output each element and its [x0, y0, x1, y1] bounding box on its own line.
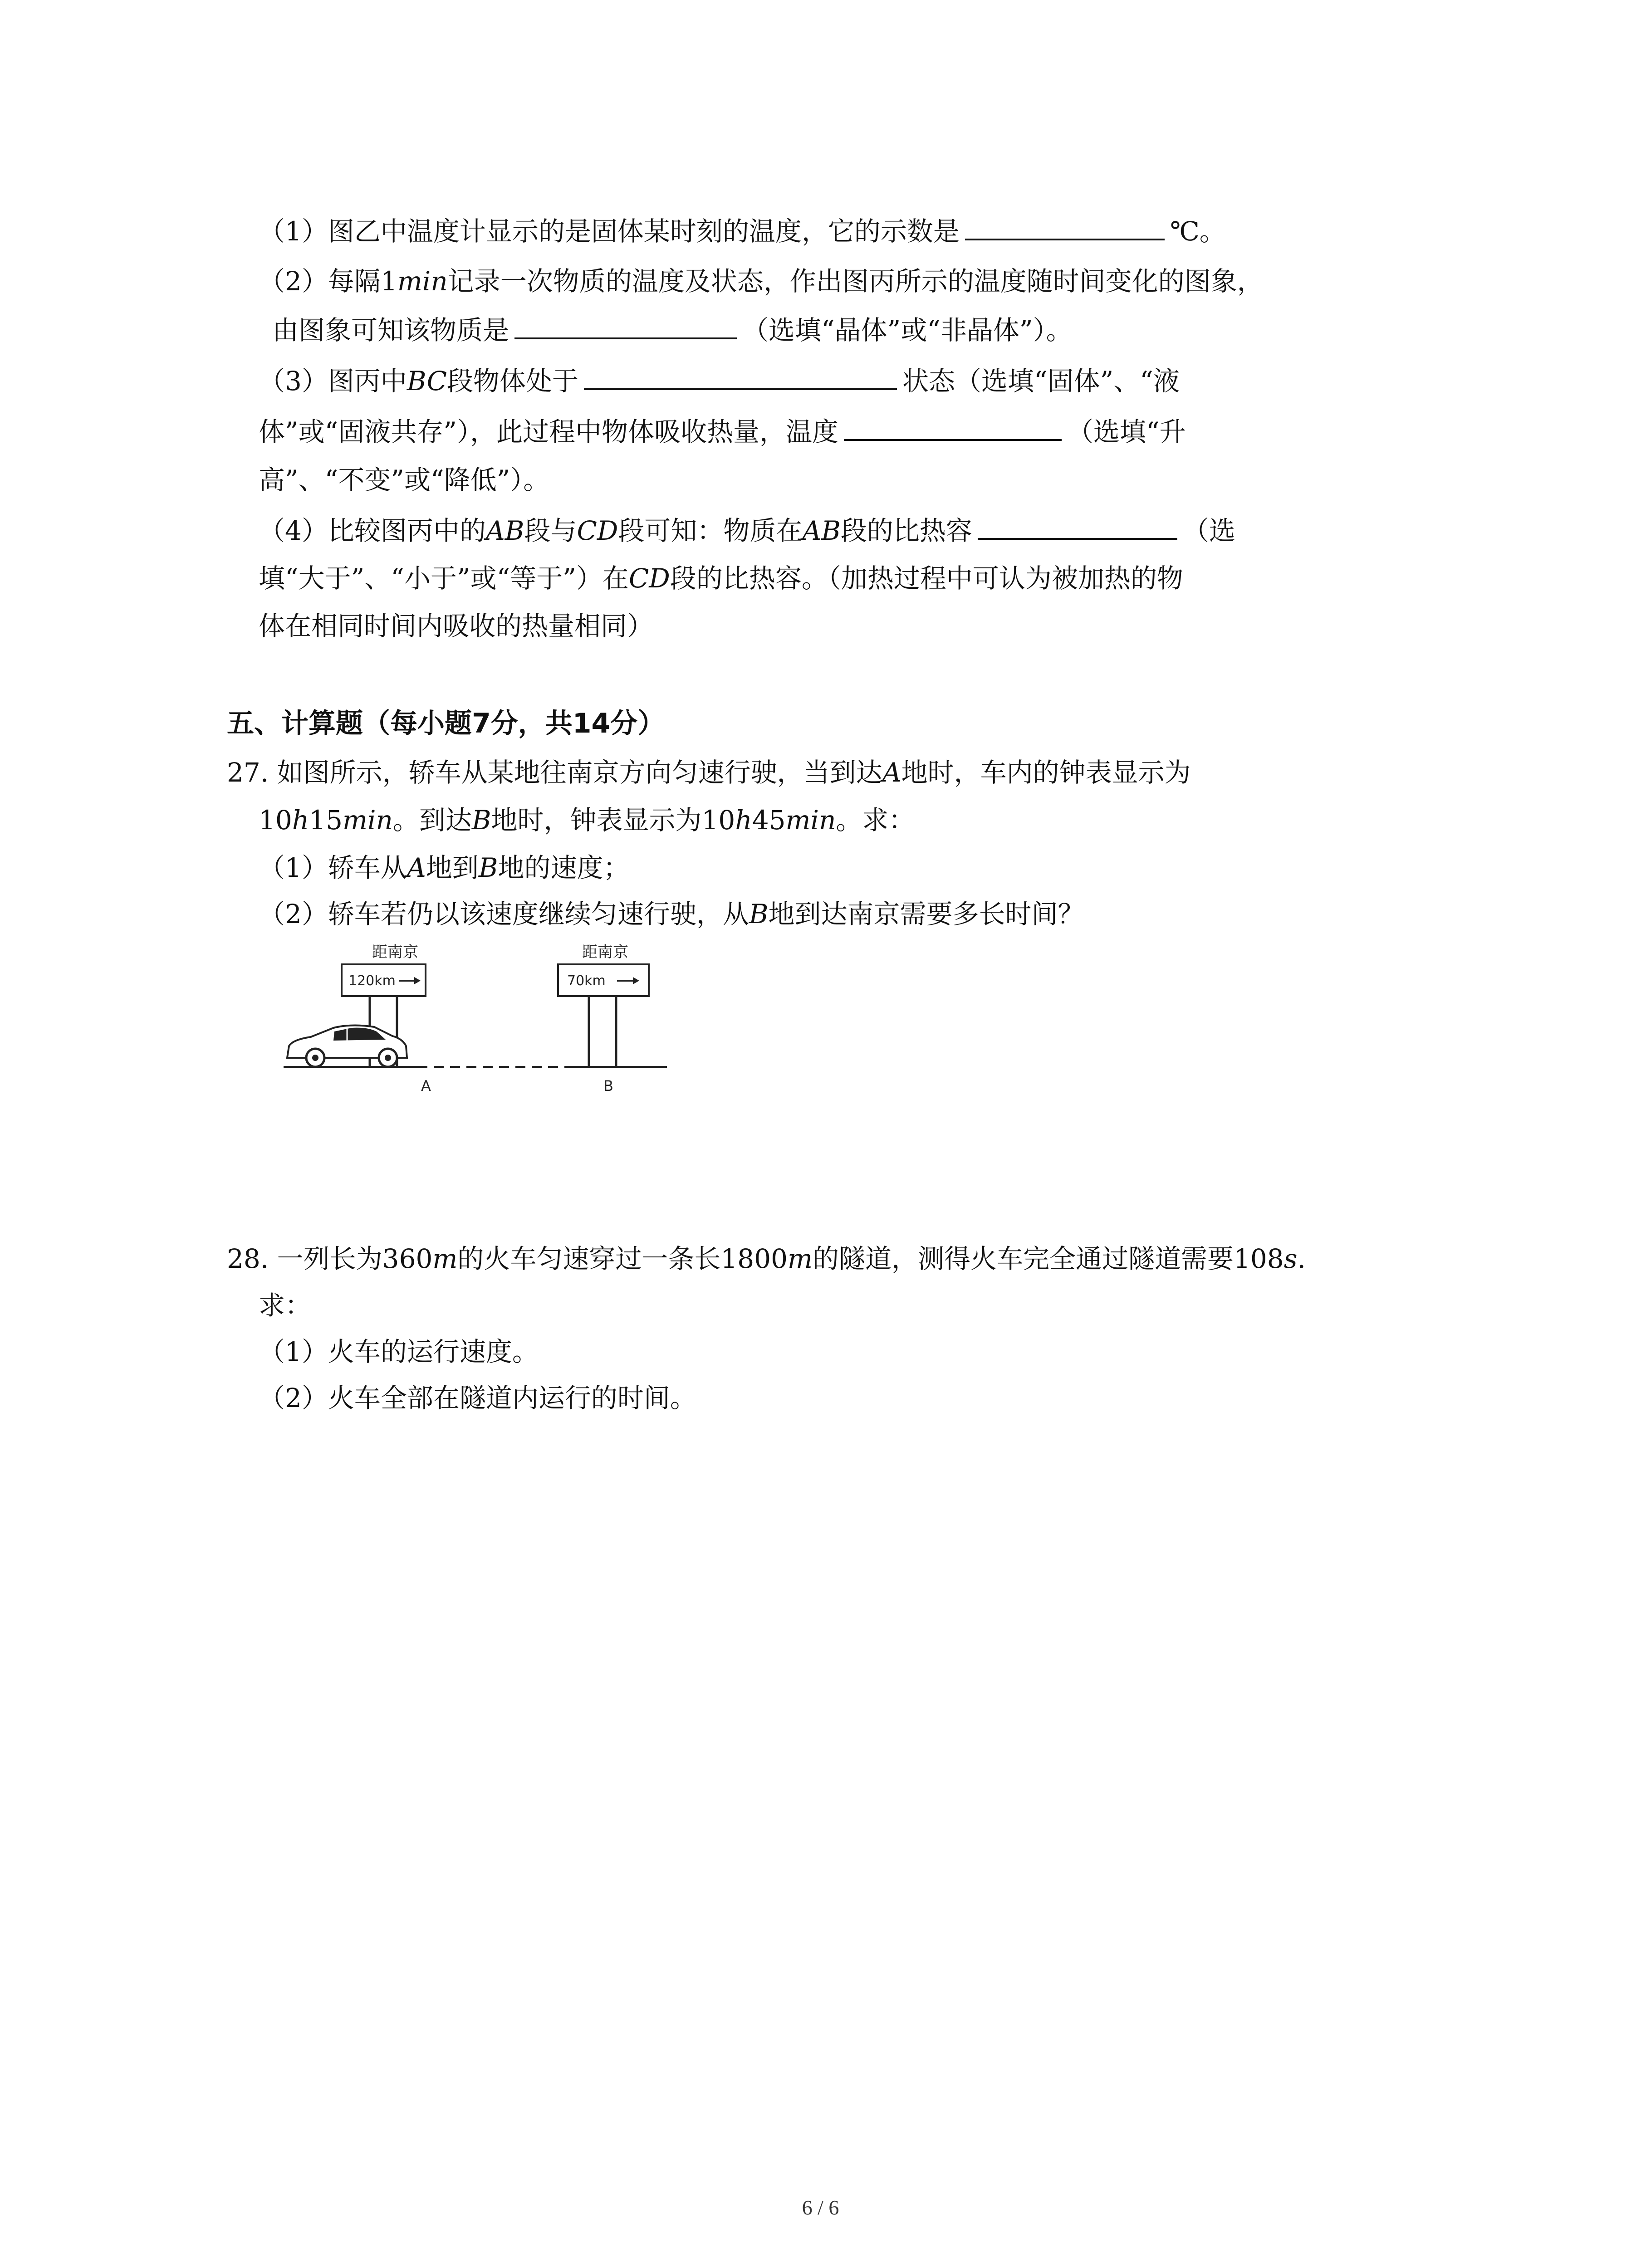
q26-part3-line2: 体”或“固液共存”），此过程中物体吸收热量，温度 （选填“升 [259, 414, 1186, 450]
answer-blank[interactable] [844, 414, 1062, 441]
q26-part3-line1: （3）图丙中BC段物体处于 状态（选填“固体”、“液 [259, 363, 1180, 399]
answer-blank[interactable] [978, 513, 1177, 540]
sign-b-distance: 70km [567, 973, 606, 989]
sign-b-title: 距南京 [582, 943, 628, 961]
answer-blank[interactable] [584, 363, 897, 390]
q26-part2-line2: 由图象可知该物质是 （选填“晶体”或“非晶体”）。 [272, 312, 1073, 348]
answer-blank[interactable] [514, 312, 737, 339]
q28-sub2: （2）火车全部在隧道内运行的时间。 [259, 1383, 696, 1413]
q26-part2-line1: （2）每隔1min记录一次物质的温度及状态，作出图丙所示的温度随时间变化的图象， [259, 266, 1264, 297]
q28-stem-line1: 28. 一列长为360m的火车匀速穿过一条长1800m的隧道，测得火车完全通过隧道需要108s. [227, 1243, 1306, 1274]
section-heading: 五、计算题（每小题7分，共14分） [227, 708, 665, 739]
road-diagram [284, 939, 674, 1102]
road-sign-figure [284, 939, 674, 1102]
q28-stem-line2: 求： [259, 1290, 312, 1321]
point-b-label: B [603, 1077, 613, 1095]
road-sign-a [342, 943, 431, 1095]
q27-sub2: （2）轿车若仍以该速度继续匀速行驶，从B地到达南京需要多长时间？ [259, 899, 1084, 929]
sign-a-distance: 120km [348, 973, 396, 989]
q26-part1: （1）图乙中温度计显示的是固体某时刻的温度，它的示数是 ℃。 [259, 213, 1226, 249]
page-number: 6 / 6 [802, 2196, 839, 2219]
car-icon [287, 1025, 407, 1067]
sign-a-title: 距南京 [372, 943, 418, 961]
q26-part4-line2: 填“大于”、“小于”或“等于”）在CD段的比热容。（加热过程中可认为被加热的物 [259, 563, 1183, 594]
q26-part3-line3: 高”、“不变”或“降低”）。 [259, 464, 550, 495]
q26-part4-line3: 体在相同时间内吸收的热量相同） [259, 611, 654, 641]
q28-sub1: （1）火车的运行速度。 [259, 1336, 539, 1367]
point-a-label: A [421, 1077, 431, 1095]
road-sign-b [558, 943, 649, 1095]
q27-stem-line1: 27. 如图所示，轿车从某地往南京方向匀速行驶，当到达A地时，车内的钟表显示为 [227, 757, 1191, 788]
answer-blank[interactable] [965, 213, 1165, 240]
q27-stem-line2: 10h15min。到达B地时，钟表显示为10h45min。求： [259, 805, 915, 836]
q27-sub1: （1）轿车从A地到B地的速度； [259, 852, 630, 883]
q26-part4-line1: （4）比较图丙中的AB段与CD段可知：物质在AB段的比热容 （选 [259, 513, 1235, 549]
